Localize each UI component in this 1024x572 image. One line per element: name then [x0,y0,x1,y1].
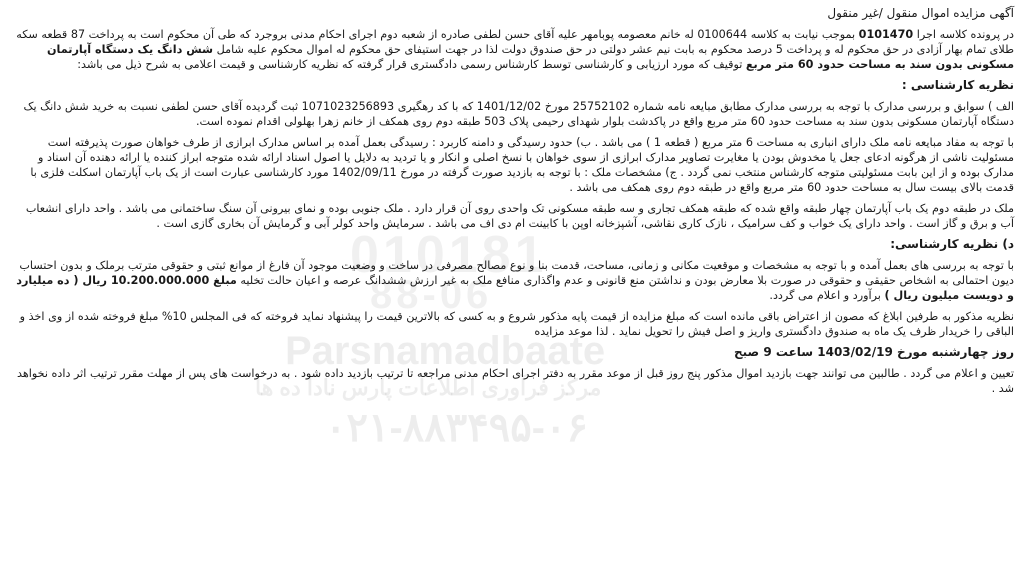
notice-title: آگهی مزایده اموال منقول /غیر منقول [827,6,1014,20]
valuation-text-2: برآورد و اعلام می گردد. [769,289,885,302]
case-number: 0101470 [858,28,914,41]
terms-paragraph: نظریه مذکور به طرفین ابلاغ که مصون از اعتراض باقی مانده است که مبلغ مزایده از قیمت پایه مذکور شروع و به کسی که بالاترین قیمت را پیشنهاد نماید فروخته که فی المجلس 10% مبلغ فروخته شده از وی اخذ و الباقی را خریدار ظرف یک ماه به صندوق دادگستری واریز و اصل فیش را تحویل نماید . لذا موعد مزایده [19,310,1014,338]
watermark-brand-persian: مرکز فرآوری اطلاعات پارس نادا ده ها [255,375,602,400]
intro-text-2: بموجب نیابت به کلاسه 0100644 له خانم معصومه پوبامهر علیه آقای حسن لطفی صادره از شعبه دوم اجرای احکام مدنی بروجرد که طی آن محکوم است به پرداخت 87 قطعه سکه طلای تمام بهار آزادی در حق محکوم له و پرداخت 5 درصد محکوم به بابت نیم عشر دولتی در حق صندوق دولت لذا در جهت استیفای حق محکوم له اموال محکوم علیه شامل [16,28,1014,56]
intro-text-3: توقیف که مورد ارزیابی و کارشناسی توسط کارشناس رسمی دادگستری قرار گرفته که نظریه کارشناسی و قیمت اعلامی به شرح ذیل می باشد: [77,58,746,71]
valuation-text-1: با توجه به بررسی های بعمل آمده و با توجه به مشخصات و موقعیت مکانی و زمانی، مساحت، قدمت بنا و نوع مصالح مصرفی در ساخت و وضعیت موجود آن فارغ از موانع ثبتی و حقوقی مترتب برملک و بدون احتساب دیون احتمالی به اشخاص حقیقی و حقوقی در صورت بلا معارض بودن و نداشتن منع قانونی و عدم واگذاری منافع ملک به غیر ارزش ششدانگ عرصه و اعیان حالت تخلیه [19,259,1014,287]
deed-scope-paragraph: با توجه به مفاد مبایعه نامه ملک دارای انباری به مساحت 6 متر مربع ( قطعه 1 ) می باشد . ب) حدود رسیدگی و دامنه کاربرد : رسیدگی بعمل آمده بر اساس مدارک ابرازی از طرف خواهان صورت پذیرفته است مسئولیت ناشی از هرگونه ادعای جعل یا مخدوش بودن یا مغایرت تصاویر مدارک ابرازی از سوی خواهان با نسخ اصلی و انکار و یا تردید به دلایل یا اصول اسناد ارائه شده متوجه ابراز کننده یا ارائه دهنده آن اسناد و مدارک بوده و از این بابت مسئولیتی متوجه کارشناس منتخب نمی گردد . ج) مشخصات ملک : با توجه به بازدید صورت گرفته در مورخ 1402/09/11 مورد کارشناسی عبارت است از یک باب آپارتمان اسکلت فلزی با قدمت بالای بیست سال به مساحت حدود 60 متر مربع واقع در طبقه دوم روی همکف می باشد . [30,136,1014,194]
valuation-amount: مبلغ 10.200.000.000 ریال ( ده میلیارد و دویست میلیون ریال ) [16,274,1014,302]
building-paragraph: ملک در طبقه دوم یک باب آپارتمان چهار طبقه واقع شده که طبقه همکف تجاری و سه طبقه مسکونی تک واحدی روی آن قرار دارد . ملک جنوبی بوده و نمای بیرونی آن سنگ ساختمانی می باشد . واحد دارای انشعاب آب و برق و گاز است . واحد دارای یک خواب و کف سرامیک ، نازک کاری نقاشی، آشپزخانه اوپن با کابینت ام دی اف می باشد . سرمایش واحد کولر آبی و گرمایش آن بخاری گازی است . [25,202,1014,230]
watermark-phone: ۰۲۱-۸۸۳۴۹۵-۰۶ [325,406,588,450]
final-opinion-heading: د) نظریه کارشناسی: [890,237,1014,251]
records-paragraph: الف ) سوابق و بررسی مدارک با توجه به بررسی مدارک مطابق مبایعه نامه شماره 25752102 مورخ 1401/12/02 که با کد رهگیری 1071023256893 ثبت گردیده آقای حسن لطفی نسبت به خرید شش دانگ یک دستگاه آپارتمان مسکونی بدون سند به مساحت حدود 60 متر مربع واقع در پاکدشت بلوار شهدای رحیمی پلاک 503 طبقه دوم روی همکف از خانم زهرا بهلولی اقدام نموده است. [23,100,1014,128]
watermark-number-line-1: 010181 [350,226,548,284]
asset-description: شش دانگ یک دستگاه آپارتمان مسکونی بدون سند به مساحت حدود 60 متر مربع [47,43,1014,71]
intro-paragraph [10,27,1014,72]
intro-text-1: در پرونده کلاسه اجرا [913,28,1014,41]
valuation-paragraph [10,258,1014,303]
watermark-brand-latin: Parsnamadbaate [285,329,606,373]
auction-date: روز چهارشنبه مورخ 1403/02/19 ساعت 9 صبح [734,345,1014,359]
closing-paragraph: تعیین و اعلام می گردد . طالبین می توانند جهت بازدید اموال مذکور پنج روز قبل از موعد مقرر به دفتر اجرای احکام مدنی مراجعه تا ترتیب بازدید داده شود . به درخواست های پس از مهلت مقرر ترتیب اثر داده نخواهد شد . [16,367,1014,395]
watermark-number-line-2: 88-06 [370,273,493,317]
expert-opinion-heading: نظریه کارشناسی : [901,78,1014,92]
